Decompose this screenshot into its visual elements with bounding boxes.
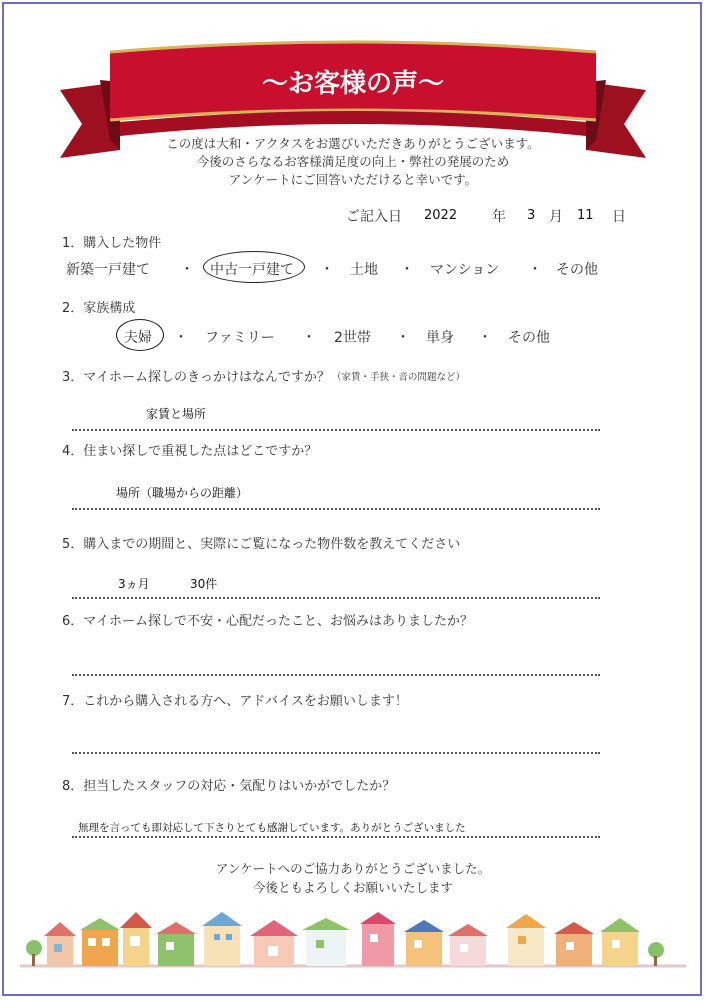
q2-option-4: 単身 <box>426 330 454 346</box>
house-icon <box>250 920 298 966</box>
q8-answer-line <box>72 836 600 838</box>
house-icon <box>202 912 242 966</box>
q1-option-3: 土地 <box>350 262 378 278</box>
date-year-value: 2022 <box>424 208 458 223</box>
house-icon <box>44 922 76 966</box>
q4-answer: 場所（職場からの距離） <box>116 486 249 500</box>
house-icon <box>404 920 444 966</box>
q8-label: 8．担当したスタッフの対応・気配りはいかがでしたか？ <box>62 779 396 794</box>
q1-option-1: 新築一戸建て <box>66 262 150 278</box>
q2-option-2: ファミリー <box>205 330 275 346</box>
q1-option-4: マンション <box>430 262 500 278</box>
date-day-unit: 日 <box>612 209 626 225</box>
q5-answer-period: 3ヵ月 <box>118 577 150 591</box>
date-year-unit: 年 <box>492 209 506 225</box>
intro-line-2: 今後のさらなるお客様満足度の向上・弊社の発展のため <box>196 154 510 169</box>
date-label: ご記入日 <box>346 209 402 225</box>
q5-answer-count: 30件 <box>190 577 218 591</box>
house-icon <box>120 912 152 966</box>
house-icon <box>156 922 196 966</box>
intro-line-1: この度は大和・アクタスをお選びいただきありがとうございます。 <box>166 136 540 151</box>
q2-label: 2．家族構成 <box>62 301 136 316</box>
q2-option-1: 夫婦 <box>124 330 152 346</box>
house-icon <box>360 912 396 966</box>
house-icon <box>448 924 488 966</box>
q1-option-2: 中古一戸建て <box>210 262 294 278</box>
q3-answer: 家賃と場所 <box>146 407 207 421</box>
q7-label: 7．これから購入される方へ、アドバイスをお願いします！ <box>62 694 408 709</box>
q8-answer: 無理を言っても即対応して下さりとても感謝しています。ありがとうございました <box>78 822 466 834</box>
q4-answer-line <box>72 508 600 510</box>
houses-illustration <box>20 908 686 974</box>
q2-option-5: その他 <box>508 330 550 346</box>
q6-answer-line <box>72 674 600 676</box>
house-icon <box>80 918 120 966</box>
q7-answer-line <box>72 752 600 754</box>
q3-answer-line <box>72 429 600 431</box>
closing-line-2: 今後ともよろしくお願いいたします <box>252 880 453 895</box>
q1-label: 1．購入した物件 <box>62 236 162 251</box>
q5-label: 5．購入までの期間と、実際にご覧になった物件数を教えてください <box>62 537 461 552</box>
q6-label: 6．マイホーム探しで不安・心配だったこと、お悩みはありましたか？ <box>62 614 474 629</box>
house-icon <box>600 918 640 966</box>
q2-option-3: 2世帯 <box>334 330 371 346</box>
banner-title: ～お客様の声～ <box>261 69 445 99</box>
date-day-value: 11 <box>577 208 594 223</box>
q3-label: 3．マイホーム探しのきっかけはなんですか？ <box>62 370 331 385</box>
tree-icon <box>26 940 42 966</box>
house-icon <box>506 914 546 966</box>
q4-label: 4．住まい探しで重視した点はどこですか？ <box>62 444 318 459</box>
q1-option-5: その他 <box>556 262 598 278</box>
house-icon <box>302 918 350 966</box>
q5-answer-line <box>72 597 600 599</box>
tree-icon <box>648 942 664 966</box>
q3-note: （家賃・手狭・音の問題など） <box>332 372 466 383</box>
closing-line-1: アンケートへのご協力ありがとうございました。 <box>215 861 491 876</box>
date-month-unit: 月 <box>549 209 563 225</box>
date-month-value: 3 <box>527 208 536 223</box>
house-icon <box>554 922 594 966</box>
intro-line-3: アンケートにご回答いただけると幸いです。 <box>228 172 478 187</box>
